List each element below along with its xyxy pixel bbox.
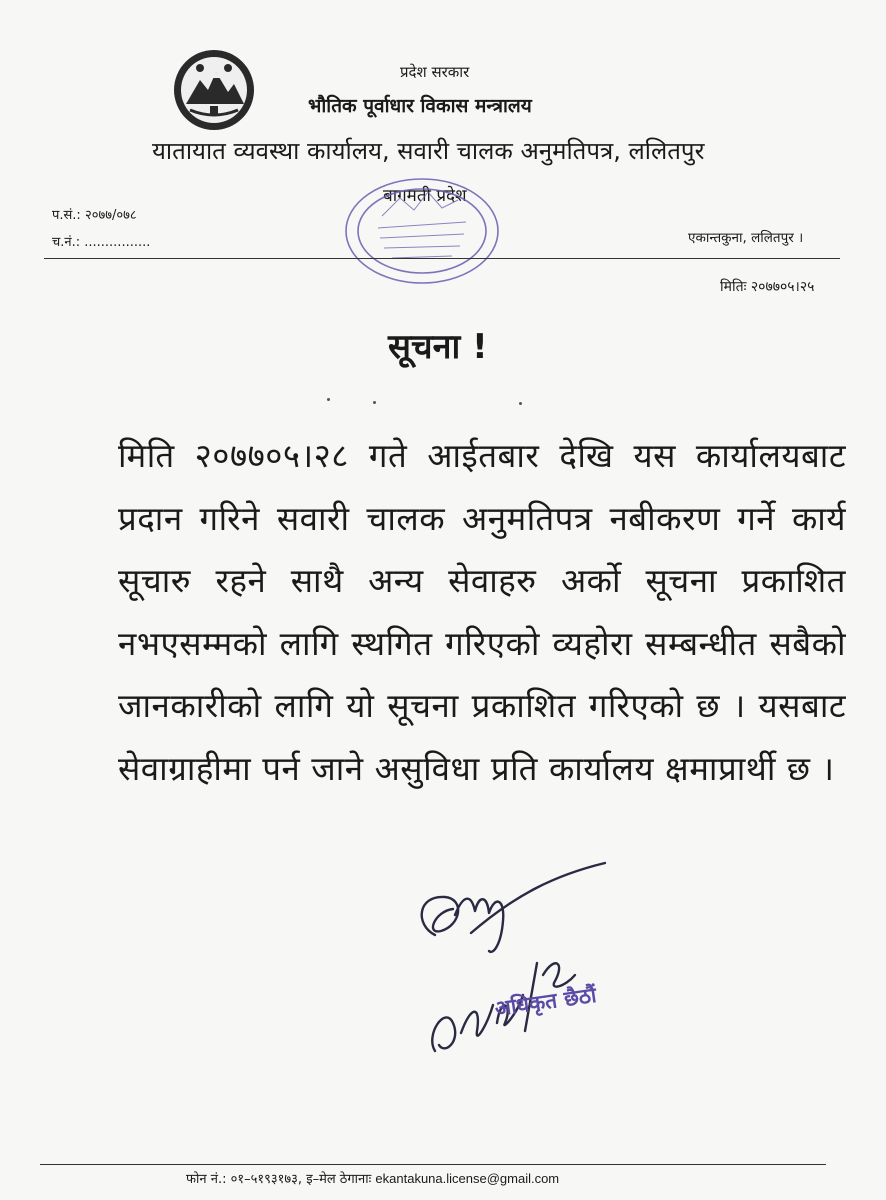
header-line-ministry: भौतिक पूर्वाधार विकास मन्त्रालय <box>308 95 532 117</box>
signatory-title: अधिकृत छैठौं <box>493 982 598 1021</box>
office-stamp <box>342 176 502 286</box>
office-location: एकान्तकुना, ललितपुर । <box>688 230 804 246</box>
reference-number: प.सं.: २०७७/०७८ <box>52 208 137 223</box>
header-line-province-government: प्रदेश सरकार <box>400 63 470 81</box>
notice-date: मितिः २०७७०५।२५ <box>720 279 815 295</box>
scan-speck <box>327 398 330 401</box>
notice-body: मिति २०७७०५।२८ गते आईतबार देखि यस कार्यालयबाट प्रदान गरिने सवारी चालक अनुमतिपत्र नबीकरण गर्ने कार्य सूचारु रहने साथै अन्य सेवाहरु अर्को सूचना प्रकाशित नभएसम्मको लागि स्थगित गरिएको व्यहोरा सम्बन्धीत सबैको जानकारीको लागि यो सूचना प्रकाशित गरिएको छ । यसबाट सेवाग्राहीमा पर्न जाने असुविधा प्रति कार्यालय क्षमाप्रार्थी छ । <box>118 436 846 788</box>
dispatch-number: च.नं.: ................ <box>52 235 151 250</box>
handwritten-signature <box>405 855 625 1070</box>
header-line-province-name: बागमती प्रदेश <box>383 186 467 206</box>
footer-email-link[interactable]: ekantakuna.license@gmail.com <box>375 1171 560 1186</box>
footer-phone-label: फोन नं.: ०१–५१९३१७३, इ–मेल ठेगानाः <box>186 1172 372 1187</box>
header-line-office: यातायात व्यवस्था कार्यालय, सवारी चालक अनुमतिपत्र, ललितपुर <box>152 137 705 165</box>
footer-contact <box>186 1169 559 1187</box>
footer-divider <box>40 1164 826 1165</box>
scan-speck <box>519 402 522 405</box>
header-divider <box>44 258 840 259</box>
notice-title: सूचना ! <box>388 327 488 367</box>
government-emblem-icon <box>170 46 258 134</box>
scan-speck <box>373 401 376 404</box>
